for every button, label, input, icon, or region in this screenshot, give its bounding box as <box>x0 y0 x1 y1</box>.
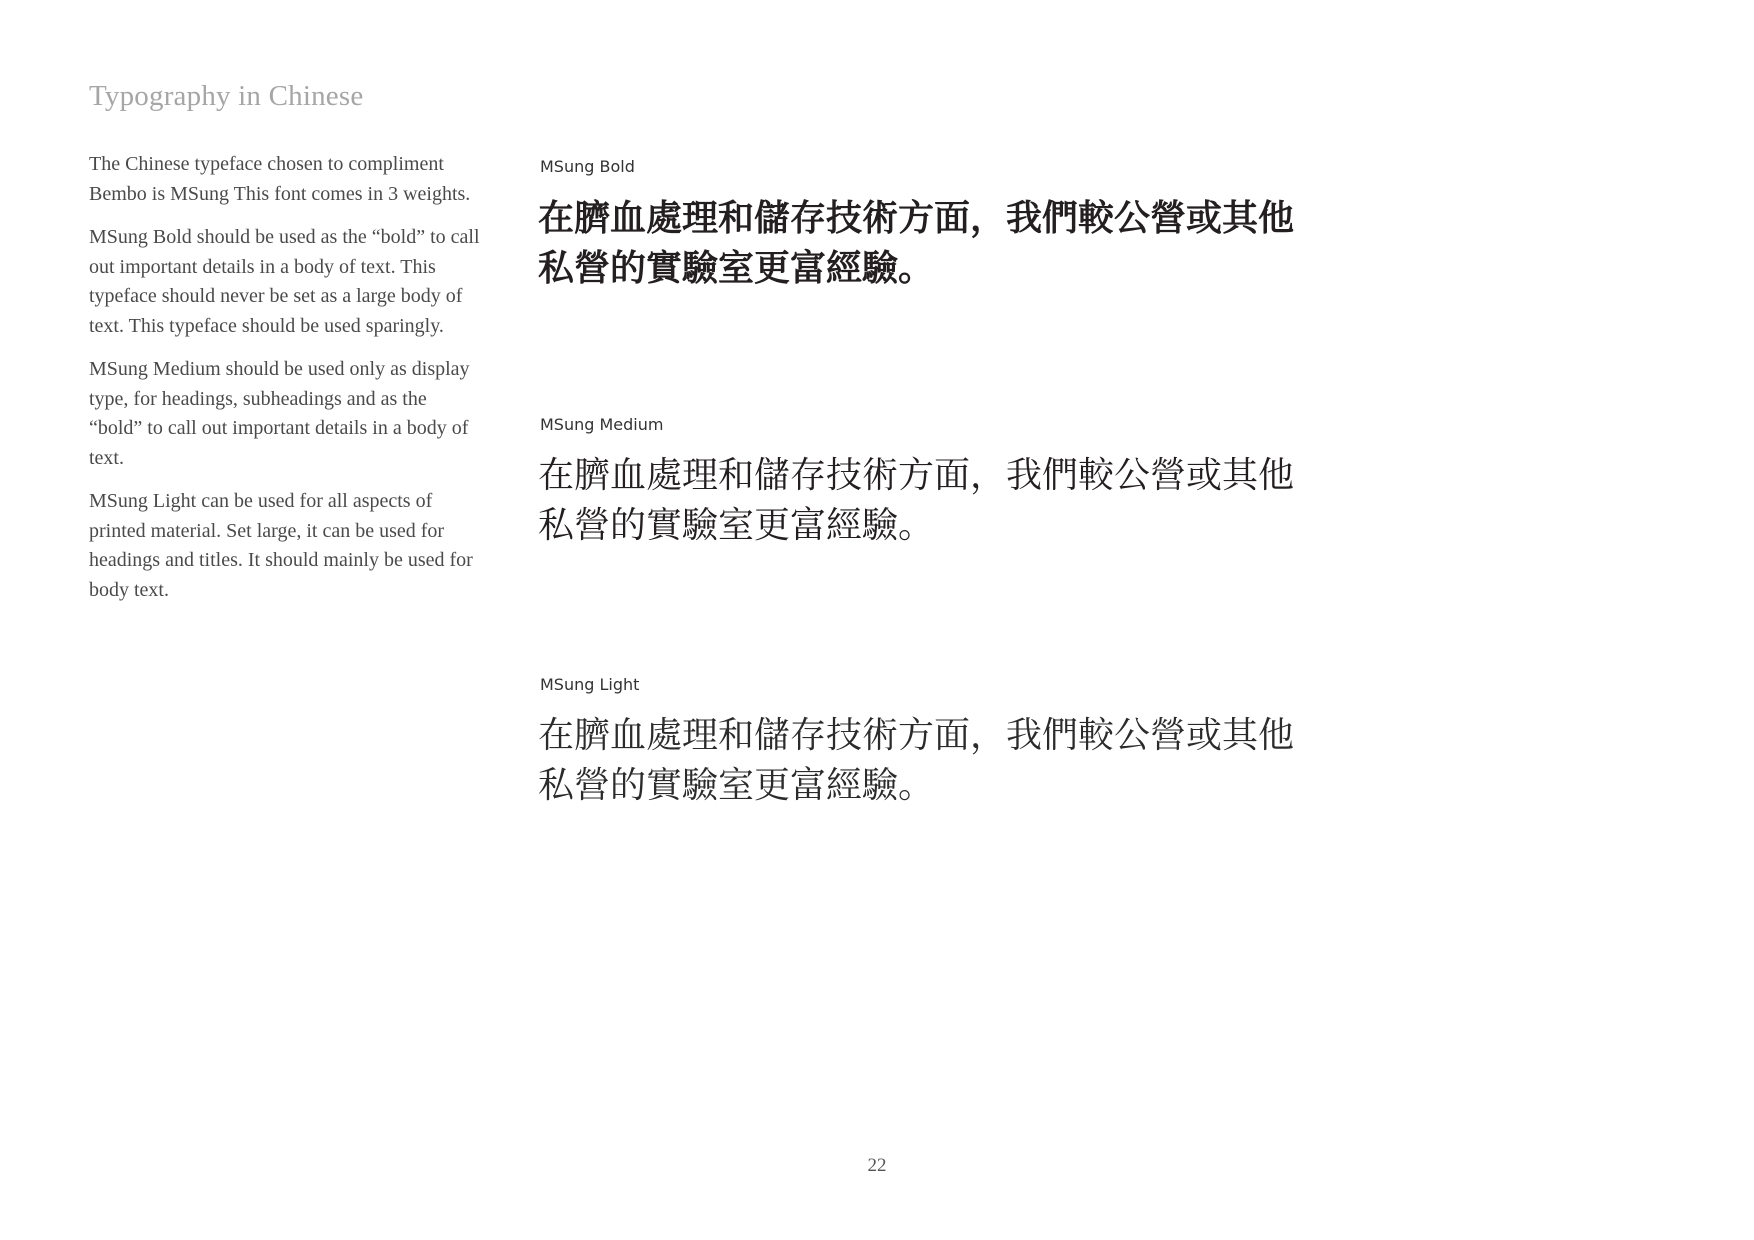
page-number: 22 <box>867 1155 887 1176</box>
typeface-description <box>89 150 484 619</box>
sample-msung-light <box>538 675 1398 811</box>
sample-text-light-line-1: 在臍血處理和儲存技術方面，我們較公營或其他 <box>538 715 1295 756</box>
sample-text-medium-line-1: 在臍血處理和儲存技術方面，我們較公營或其他 <box>538 455 1295 496</box>
sample-label-bold: MSung Bold <box>540 157 635 176</box>
light-usage-paragraph: MSung Light can be used for all aspects of printed material. Set large, it can be used for headings and titles. It should mainly be used for body text. <box>89 490 473 601</box>
sample-msung-medium <box>538 415 1398 551</box>
sample-text-light-line-2: 私營的實驗室更富經驗。 <box>538 765 935 806</box>
sample-label-medium: MSung Medium <box>540 415 664 434</box>
sample-text-bold-line-2: 私營的實驗室更富經驗。 <box>538 247 935 289</box>
bold-usage-paragraph: MSung Bold should be used as the “bold” to call out important details in a body of text. This typeface should never be set as a large body of text. This typeface should be used sparingly. <box>89 226 480 337</box>
sample-text-bold-line-1: 在臍血處理和儲存技術方面，我們較公營或其他 <box>538 197 1295 239</box>
medium-usage-paragraph: MSung Medium should be used only as display type, for headings, subheadings and as the “bold” to call out important details in a body of text. <box>89 358 470 469</box>
sample-text-medium-line-2: 私營的實驗室更富經驗。 <box>538 505 935 546</box>
intro-paragraph: The Chinese typeface chosen to compliment Bembo is MSung This font comes in 3 weights. <box>89 153 471 205</box>
sample-msung-bold <box>538 157 1398 293</box>
sample-label-light: MSung Light <box>540 675 640 694</box>
page-title: Typography in Chinese <box>89 80 364 112</box>
